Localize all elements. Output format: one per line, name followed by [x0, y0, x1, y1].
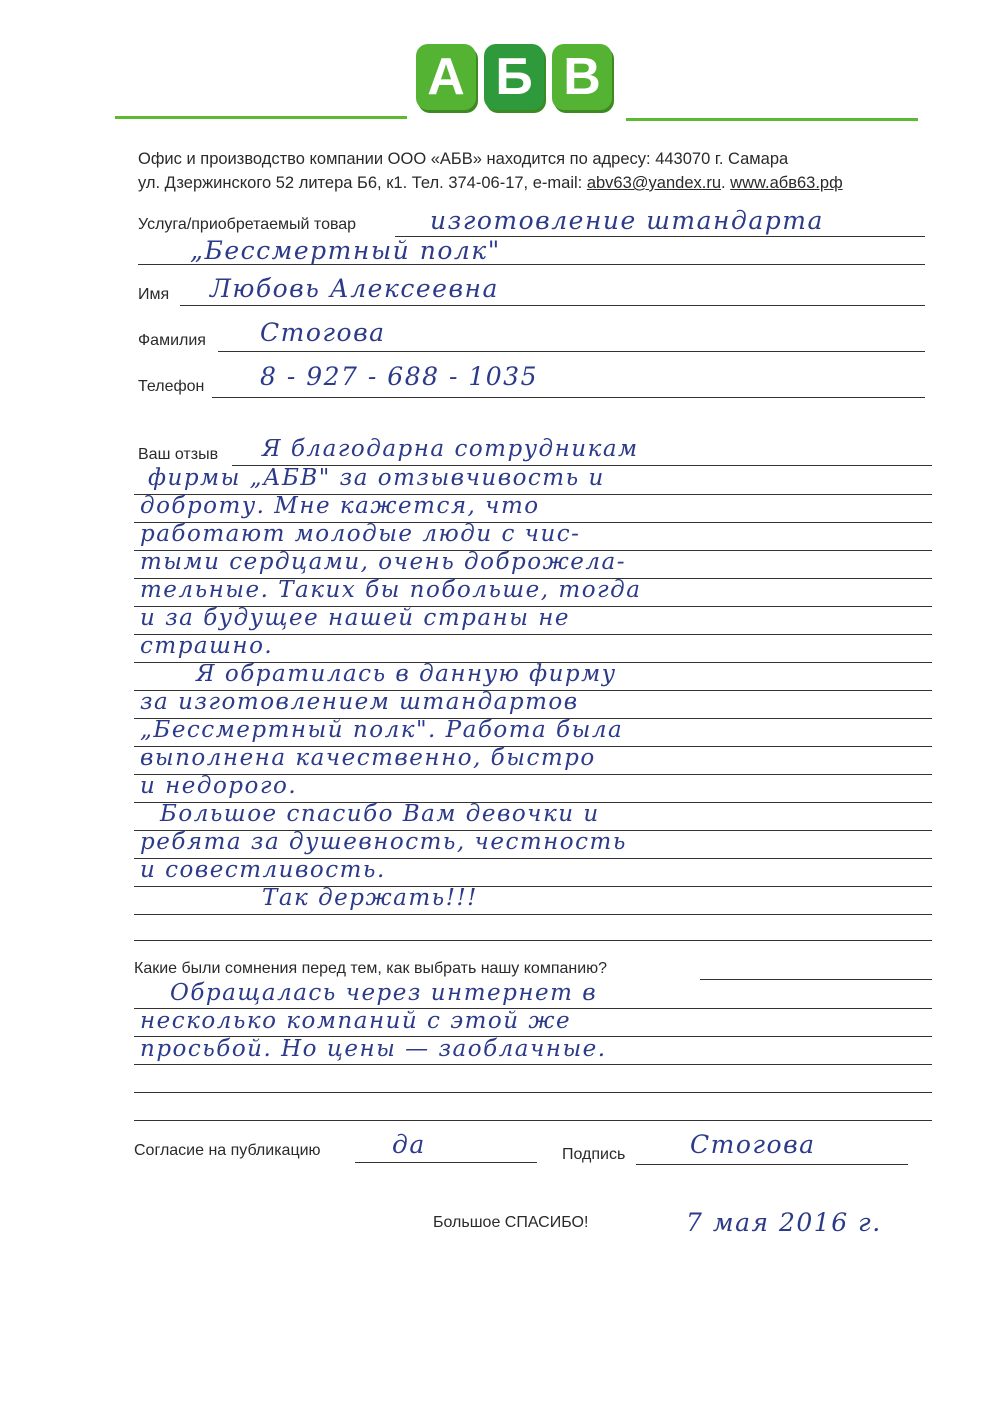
review-text-line: „Бессмертный полк". Работа была — [140, 717, 624, 743]
doubts-text-line: Обращалась через интернет в — [170, 980, 598, 1006]
signature-value: Стогова — [690, 1130, 816, 1159]
review-line — [134, 886, 932, 887]
review-line — [134, 940, 932, 941]
review-text-line: Так держать!!! — [262, 885, 478, 911]
header-address-text: ул. Дзержинского 52 литера Б6, к1. Тел. 374-06-17, e-mail: — [138, 174, 587, 192]
review-line — [134, 914, 932, 915]
logo-tile-b: Б — [484, 44, 544, 110]
name-label: Имя — [138, 286, 170, 303]
name-line — [180, 305, 925, 306]
review-text-line: страшно. — [140, 633, 274, 659]
review-text-line: выполнена качественно, быстро — [140, 745, 596, 771]
surname-value: Стогова — [260, 318, 386, 347]
signature-label: Подпись — [562, 1146, 626, 1163]
doubts-line — [700, 979, 932, 980]
surname-label: Фамилия — [138, 332, 206, 349]
consent-line — [355, 1162, 537, 1163]
phone-value: 8 - 927 - 688 - 1035 — [260, 362, 538, 391]
phone-label: Телефон — [138, 378, 205, 395]
review-text-line: Большое спасибо Вам девочки и — [160, 801, 600, 827]
website-link[interactable]: www.абв63.рф — [730, 174, 843, 192]
header-green-rule-left — [115, 116, 407, 119]
doubts-label: Какие были сомнения перед тем, как выбрать нашу компанию? — [134, 960, 608, 977]
date-value: 7 мая 2016 г. — [686, 1208, 882, 1237]
review-text-line: фирмы „АБВ" за отзывчивость и — [148, 465, 605, 491]
review-text-line: доброту. Мне кажется, что — [140, 493, 540, 519]
review-text-line: Я благодарна сотрудникам — [262, 436, 639, 462]
service-label: Услуга/приобретаемый товар — [138, 216, 357, 233]
doubts-text-line: просьбой. Но цены — заоблачные. — [140, 1036, 607, 1062]
review-text-line: ребята за душевность, честность — [140, 829, 627, 855]
review-text-line: и совестливость. — [140, 857, 386, 883]
doubts-line — [134, 1092, 932, 1093]
consent-value: да — [392, 1130, 426, 1159]
service-value-1: изготовление штандарта — [430, 206, 824, 235]
thanks-text: Большое СПАСИБО! — [433, 1214, 589, 1231]
doubts-line — [134, 1120, 932, 1121]
review-text-line: и недорого. — [140, 773, 298, 799]
service-value-2: „Бессмертный полк" — [190, 236, 501, 265]
name-value: Любовь Алексеевна — [210, 274, 499, 303]
doubts-text-line: несколько компаний с этой же — [140, 1008, 572, 1034]
surname-line — [218, 351, 925, 352]
consent-label: Согласие на публикацию — [134, 1142, 321, 1159]
review-text-line: тыми сердцами, очень доброжела- — [140, 549, 626, 575]
review-text-line: и за будущее нашей страны не — [140, 605, 571, 631]
logo-tile-v: В — [552, 44, 612, 110]
signature-line — [636, 1164, 908, 1165]
review-text-line: работают молодые люди с чис- — [140, 521, 581, 547]
logo-tile-a: А — [416, 44, 476, 110]
review-text-line: за изготовлением штандартов — [140, 689, 579, 715]
header-green-rule-right — [626, 118, 918, 121]
email-link[interactable]: abv63@yandex.ru — [586, 174, 721, 192]
header-address-line-2 — [138, 174, 843, 193]
review-text-line: тельные. Таких бы побольше, тогда — [140, 577, 642, 603]
header-separator: . — [721, 174, 731, 192]
doubts-line — [134, 1064, 932, 1065]
review-label: Ваш отзыв — [138, 446, 219, 463]
phone-line — [212, 397, 925, 398]
header-address-line-1: Офис и производство компании ООО «АБВ» находится по адресу: 443070 г. Самара — [138, 150, 789, 168]
review-text-line: Я обратилась в данную фирму — [196, 661, 617, 687]
